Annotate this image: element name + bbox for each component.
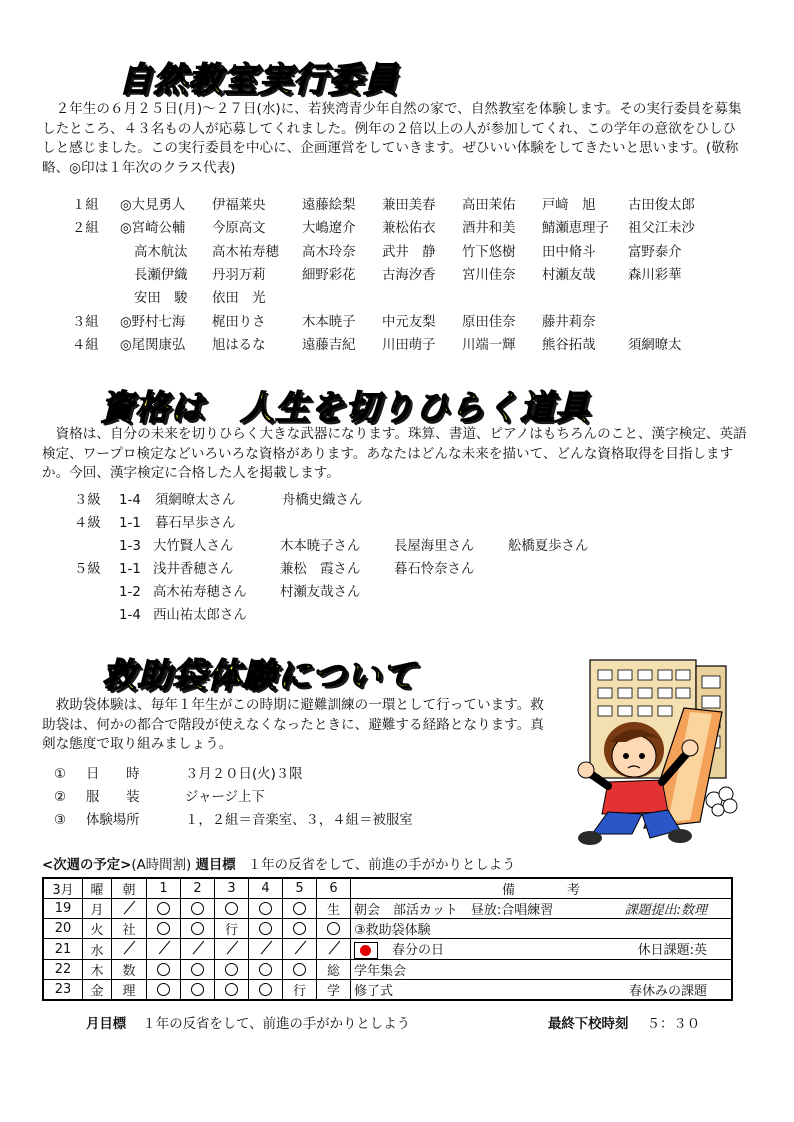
passer-name: 浅井香穂さん [153,562,234,577]
slash-mark [225,940,239,954]
schedule-period [283,919,317,939]
weekly-goal: １年の反省をして、前進の手がかりとしよう [247,858,516,873]
schedule-header-cell: 3月 [43,878,83,899]
schedule-period [147,919,181,939]
schedule-period: 生 [317,899,351,919]
kanji-class: 1-4 [119,608,141,623]
member-name: 中元友梨 [382,314,436,330]
slash-mark [122,940,136,954]
detail-label: 日 時 [86,767,140,782]
final-time: ５：３０ [646,1017,701,1032]
member-name: 古田俊太郎 [628,198,695,213]
schedule-period [215,899,249,919]
schedule-period: 総 [317,960,351,980]
member-name: 伊福莱央 [212,198,266,213]
member-name: 今原高文 [212,221,266,237]
schedule-title: <次週の予定> [42,858,132,873]
passer-name: 西山祐太郎さん [153,608,247,623]
circle-mark [293,963,306,976]
schedule-period [249,899,283,919]
schedule-date: 19 [43,899,83,919]
detail-value: ３月２０日(火)３限 [185,767,303,782]
passer-name: 木本暁子さん [280,539,361,554]
member-name: 木本暁子 [302,314,356,330]
schedule-row [43,939,732,960]
circle-mark [191,963,204,976]
final-time-line [548,1016,700,1034]
passer-name: 大竹賢人さん [153,539,234,554]
kanji-grade: ４級 [74,516,101,531]
circle-mark [259,963,272,976]
member-name: 高田茉佑 [462,198,516,213]
passer-name: 村瀬友哉さん [280,585,361,600]
schedule-period [249,980,283,1001]
schedule-note-text: 修了式 [354,984,394,999]
schedule-date: 22 [43,960,83,980]
rescue-title: 救助袋体験について [102,656,417,696]
dust-cloud-icon [706,787,737,816]
circle-mark [293,902,306,915]
kanji-grade: ３級 [74,493,101,508]
kanji-grade: ５級 [74,562,101,577]
schedule-subtitle: (A時間割) [131,858,192,873]
schedule-period: 行 [215,919,249,939]
rescue-chute-illustration [572,652,742,852]
kanji-class: 1-2 [119,585,141,600]
circle-mark [225,983,238,996]
circle-mark [157,902,170,915]
schedule-date: 23 [43,980,83,1001]
member-name: 竹下悠樹 [462,244,516,260]
holiday-mark-icon [354,942,378,959]
schedule-header-cell: 5 [283,878,317,899]
detail-number: ② [54,790,67,805]
circle-mark [225,963,238,976]
schedule-period [317,919,351,939]
class-label: ３組 [72,314,99,330]
schedule-morning [112,939,147,960]
slash-mark [191,940,205,954]
schedule-note-text: 学年集会 [354,964,407,979]
passer-name: 舟橋史織さん [282,493,363,508]
schedule-header-cell: 4 [249,878,283,899]
member-name: 熊谷拓哉 [542,337,596,353]
schedule-period [283,960,317,980]
kanji-class: 1-4 [119,493,141,508]
circle-mark [157,963,170,976]
member-name: 村瀬友哉 [542,267,596,283]
schedule-note-right: 春休みの課題 [628,984,707,999]
schedule-day: 月 [83,899,112,919]
member-name: 長瀬伊織 [134,267,188,283]
slash-mark [157,940,171,954]
slash-mark [293,940,307,954]
member-name: 細野彩花 [302,267,356,283]
circle-mark [191,983,204,996]
member-name: 武井 静 [382,244,436,260]
member-name: 祖父江未沙 [628,221,695,237]
class-label: ４組 [72,337,99,353]
passer-name: 舩橋夏歩さん [508,539,589,554]
member-name: 藤井莉奈 [542,314,596,330]
circle-mark [327,922,340,935]
schedule-note-text: ③救助袋体験 [354,923,431,938]
schedule-header-cell: 曜 [83,878,112,899]
schedule-morning [112,899,147,919]
member-name: 戸﨑 旭 [542,198,596,213]
schedule-header-row [43,878,732,899]
class-label: ２組 [72,221,99,237]
red-dot-icon [360,945,371,956]
schedule-note [351,899,733,919]
monthly-goal-label: 月目標 [86,1017,127,1032]
member-name: 宮川佳奈 [462,267,516,283]
member-name: 兼松佑衣 [382,221,436,237]
schedule-period [181,919,215,939]
schedule-period: 行 [283,980,317,1001]
schedule-header-cell: 6 [317,878,351,899]
detail-label: 体験場所 [86,813,140,828]
schedule-morning: 数 [112,960,147,980]
schedule-day: 木 [83,960,112,980]
member-name: 古海汐香 [382,267,436,283]
schedule-heading [42,857,515,875]
member-name: 須網暸太 [628,337,682,353]
schedule-note-right: 休日課題:英 [637,943,707,958]
schedule-period [215,939,249,960]
schedule-period [283,939,317,960]
class-label: １組 [72,198,99,213]
schedule-period [317,939,351,960]
schedule-note-text: 朝会 部活カット 昼放:合唱練習 [354,903,554,918]
member-name: ◎野村七海 [120,314,186,330]
slash-mark [327,940,341,954]
passer-name: 兼松 霞さん [280,562,361,577]
final-time-label: 最終下校時刻 [548,1017,629,1032]
schedule-note [351,960,733,980]
schedule-note-text: 春分の日 [392,943,445,958]
circle-mark [259,902,272,915]
member-name: 遠藤絵梨 [302,198,356,213]
schedule-period [249,919,283,939]
member-name: 酒井和美 [462,221,516,237]
schedule-header-cell: 1 [147,878,181,899]
member-name: 兼田美春 [382,198,436,213]
schedule-morning: 理 [112,980,147,1001]
schedule-period [181,899,215,919]
member-name: 鯖瀬恵理子 [542,221,609,237]
member-name: 川端一輝 [462,337,516,353]
member-name: 富野泰介 [628,244,682,260]
schedule-period [283,899,317,919]
slash-mark [259,940,273,954]
member-name: 森川彩華 [628,267,682,283]
schedule-period [181,939,215,960]
schedule-day: 金 [83,980,112,1001]
weekly-schedule-table [42,877,733,1001]
member-name: 川田萌子 [382,337,436,353]
schedule-note [351,939,733,960]
schedule-period [147,980,181,1001]
schedule-date: 21 [43,939,83,960]
schedule-period: 学 [317,980,351,1001]
monthly-goal: １年の反省をして、前進の手がかりとしよう [142,1017,410,1032]
schedule-row [43,919,732,939]
detail-value: ジャージ上下 [185,790,265,805]
member-name: 高木玲奈 [302,244,356,260]
schedule-date: 20 [43,919,83,939]
schedule-note [351,980,733,1001]
passer-name: 高木祐寿穂さん [153,585,247,600]
schedule-day: 水 [83,939,112,960]
kanji-class: 1-3 [119,539,141,554]
detail-number: ③ [54,813,67,828]
schedule-period [215,960,249,980]
member-name: 原田佳奈 [462,314,516,330]
member-name: 依田 光 [212,291,266,307]
schedule-row [43,980,732,1001]
schedule-note-right: 課題提出:数理 [624,903,707,918]
passer-name: 長屋海里さん [394,539,475,554]
schedule-row [43,899,732,919]
member-name: 大嶋遼介 [302,221,356,237]
member-name: 安田 駿 [134,291,188,307]
nature-class-paragraph: ２年生の６月２５日(月)～２７日(水)に、若狭湾青少年自然の家で、自然教室を体験します。その実行委員を募集したところ、４３名もの人が応募してくれました。例年の２倍以上の人が参加してくれ、この学年の意欲をひしひしと感じました。この実行委員を中心に、企画運営をしていきます。ぜひいい体験をしてきたいと思います。(敬称略、◎印は１年次のクラス代表) [42,101,742,176]
schedule-period [181,960,215,980]
member-name: 遠藤吉紀 [302,337,356,353]
kanji-class: 1-1 [119,516,141,531]
circle-mark [259,922,272,935]
circle-mark [225,902,238,915]
kanji-class: 1-1 [119,562,141,577]
circle-mark [157,922,170,935]
member-name: ◎大見勇人 [120,198,186,213]
schedule-period [181,980,215,1001]
nature-class-title: 自然教室実行委員 [118,60,398,100]
passer-name: 須網暸太さん [155,493,236,508]
schedule-period [249,939,283,960]
license-title: 資格は 人生を切りひらく道具 [100,388,590,428]
circle-mark [259,983,272,996]
member-name: 梶田りさ [212,314,266,330]
schedule-header-cell: 3 [215,878,249,899]
member-name: 旭はるな [212,337,266,353]
circle-mark [157,983,170,996]
rescue-paragraph: 救助袋体験は、毎年１年生がこの時期に避難訓練の一環として行っています。救助袋は、何かの都合で階段が使えなくなったときに、避難する経路となります。真剣な態度で取り組みましょう。 [42,697,544,753]
member-name: 高木祐寿穂 [212,244,279,260]
license-paragraph: 資格は、自分の未来を切りひらく大きな武器になります。珠算、書道、ピアノはもちろんのこと、漢字検定、英語検定、ワープロ検定などいろいろな資格があります。あなたはどんな未来を描いて、どんな資格取得を目指しますか。今回、漢字検定に合格した人を掲載します。 [42,426,747,482]
passer-name: 暮石早歩さん [155,516,236,531]
passer-name: 暮石怜奈さん [394,562,475,577]
member-name: 丹羽万莉 [212,267,266,283]
member-name: ◎尾関康弘 [120,337,186,353]
schedule-period [147,939,181,960]
schedule-period [215,980,249,1001]
member-name: 高木航汰 [134,244,188,260]
schedule-header-cell: 2 [181,878,215,899]
schedule-header-cell: 朝 [112,878,147,899]
member-name: 田中脩斗 [542,244,596,260]
circle-mark [293,922,306,935]
circle-mark [191,902,204,915]
schedule-morning: 社 [112,919,147,939]
slash-mark [122,900,136,914]
schedule-period [147,899,181,919]
monthly-goal-line [86,1016,410,1034]
detail-value: １，２組＝音楽室、３，４組＝被服室 [185,813,413,828]
member-name: ◎宮崎公輔 [120,221,186,237]
schedule-period [147,960,181,980]
weekly-goal-label: 週目標 [195,858,236,873]
schedule-header-cell: 備 考 [351,878,733,899]
schedule-row [43,960,732,980]
schedule-note [351,919,733,939]
detail-number: ① [54,767,67,782]
circle-mark [191,922,204,935]
schedule-period [249,960,283,980]
schedule-day: 火 [83,919,112,939]
detail-label: 服 装 [86,790,140,805]
